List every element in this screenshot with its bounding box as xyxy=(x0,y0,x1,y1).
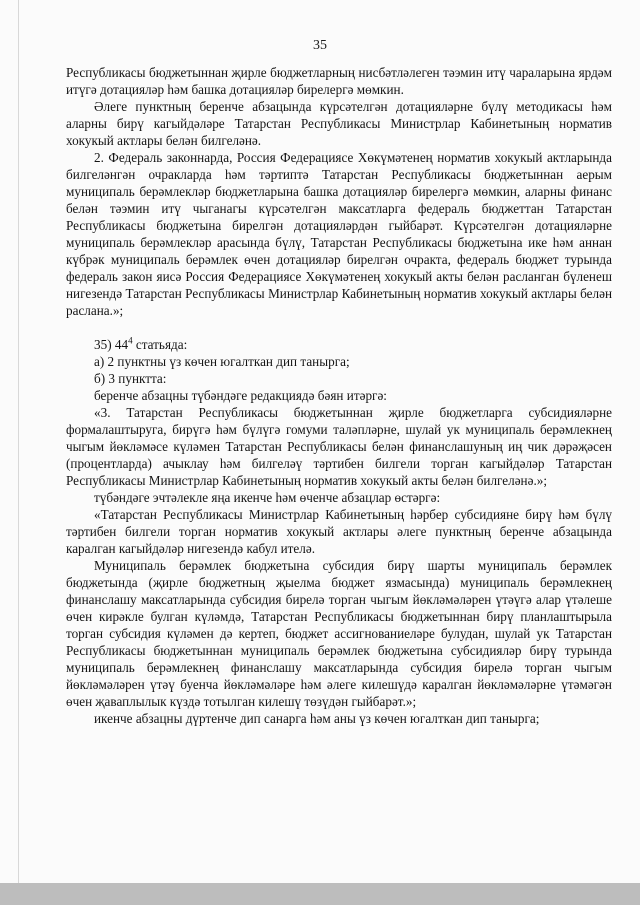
paragraph-7: беренче абзацны түбәндәге редакциядә бәян итәргә: xyxy=(94,388,387,403)
paragraph-6: б) 3 пунктта: xyxy=(94,371,167,386)
paragraph-1: Республикасы бюджетыннан җирле бюджетларның нисбәтләлеген тәэмин итү чараларына ярдәм итүгә дотацияләр һәм башка дотацияләр бирелергә мөмкин. xyxy=(66,65,612,97)
paragraph-8: «3. Татарстан Республикасы бюджетыннан җирле бюджетларга субсидияләрне формалаштыруга, бирүгә һәм бүлүгә гомуми таләпләрне, шулай ук муниципаль берәмлекнең чыгым йөкләмәсе күләмен Татарстан Республикасы белән финанслашуның иң чик дәрәҗәсен (процентларда) ачыклау һәм билгеләү тәртибен билгели торган кагыйдәләр Татарстан Республикасы Министрлар Кабинетының норматив хокукый акты белән билгеләнә.»; xyxy=(66,405,612,488)
paragraph-gap xyxy=(66,319,612,336)
page-number: 35 xyxy=(313,38,327,53)
paragraph-5: а) 2 пунктны үз көчен югалткан дип танырга; xyxy=(94,354,350,369)
document-body xyxy=(66,64,612,727)
article-heading: статьяда: xyxy=(132,337,188,352)
scan-margin-line xyxy=(18,0,19,905)
paragraph-11: Муниципаль берәмлек бюджетына субсидия бирү шарты муниципаль берәмлек бюджетында (җирле бюджетның җыелма бюджет язмасында) муниципаль берәмлекнең финанслашу максатларында субсидия бирелә торган чыгым йөкләмәләрен үтәүгә алар үтәлеше өчен кирәкле булган күләмдә, Татарстан Республикасы бюджетыннан бирү планлаштырыла торган субсидия күләмен дә кертеп, бюджет ассигнованиеләре булудан, шулай ук Татарстан Республикасы бюджетыннан муниципаль берәмлек бюджетына субсидияләр бирү турында муниципаль берәмлекнең финанслашу максатларында субсидия бирелә торган чыгым йөкләмәләрен үтәү буенча йөкләмәләре һәм әлеге килешүдә каралган йөкләмәләрне үтәмәгән өчен җаваплылык күздә тотылган килешү төзүдән гыйбарәт.»; xyxy=(66,558,612,709)
article-number: 35) 44 xyxy=(94,337,129,352)
paragraph-12: икенче абзацны дүртенче дип санарга һәм аны үз көчен югалткан дип танырга; xyxy=(94,711,540,726)
paragraph-10: «Татарстан Республикасы Министрлар Кабинетының һәрбер субсидияне бирү һәм бүлү тәртибен билгели торган норматив хокукый актлары әлеге пунктның беренче абзацында каралган кагыйдәләр нигезендә кабул ителә. xyxy=(66,507,612,556)
article-superscript: 4 xyxy=(128,335,133,346)
paragraph-3: 2. Федераль законнарда, Россия Федерациясе Хөкүмәтенең норматив хокукый актларында билгеләнгән очракларда һәм тәртиптә Татарстан Республикасы бюджетыннан аерым муниципаль берәмлекләр бюджетларына башка дотацияләр бирелергә мөмкин, аларны финанс белән тәэмин итү чыганагы күрсәтелгән максатларга федераль бюджеттан Татарстан Республикасы бюджетына бирелгән дотацияләрдән гыйбарәт. Күрсәтелгән дотацияләрне муниципаль берәмлекләр арасында бүлү, Татарстан Республикасы бюджетына ике һәм аннан күбрәк муниципаль берәмлек өчен дотацияләр бирелгән очракта, федераль бюджет турында федераль закон яисә Россия Федерациясе Хөкүмәтенең хокукый акты белән расланган бүленеш нигезендә Татарстан Республикасы Министрлар Кабинетының норматив хокукый актлары белән раслана.»; xyxy=(66,150,612,318)
scan-bottom-band xyxy=(0,883,640,905)
paragraph-2: Әлеге пунктның беренче абзацында күрсәтелгән дотацияләрне бүлү методикасы һәм аларны бирү кагыйдәләре Татарстан Республикасы Министрлар Кабинетының норматив хокукый актлары белән билгеләнә. xyxy=(66,99,612,148)
paragraph-9: түбәндәге эчтәлекле яңа икенче һәм өченче абзацлар өстәргә: xyxy=(94,490,441,505)
paragraph-4 xyxy=(66,336,612,353)
